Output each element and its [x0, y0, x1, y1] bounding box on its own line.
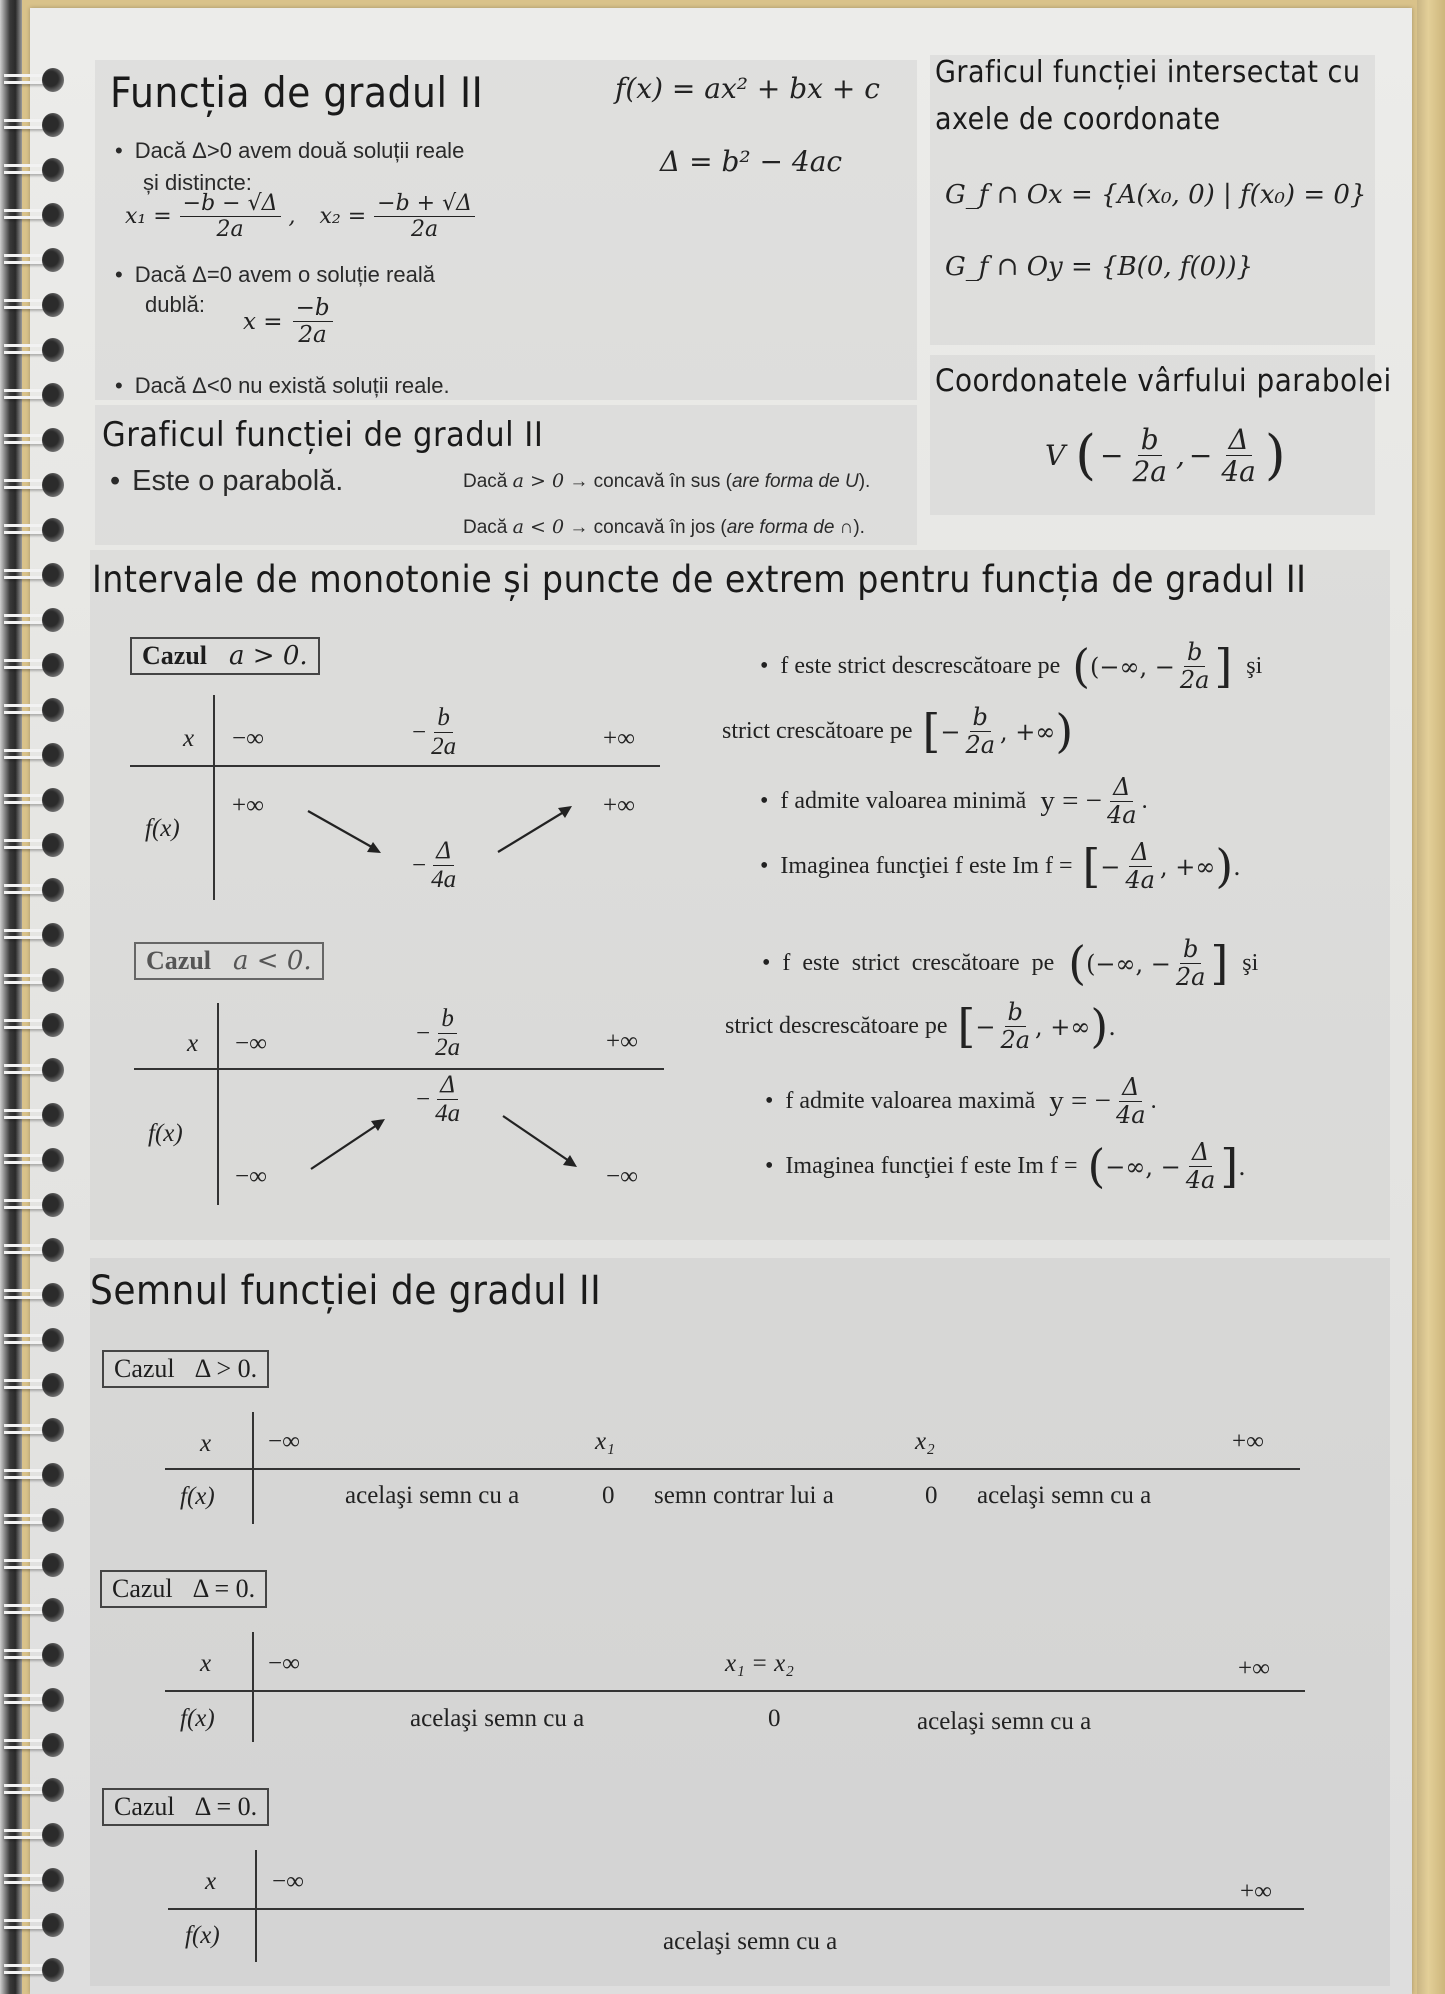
- x1-fraction: [180, 192, 281, 241]
- spiral-ring: [4, 1193, 64, 1219]
- bullet-delta-zero: • Dacă Δ=0 avem o soluție reală: [115, 262, 435, 288]
- vertex-open-paren: (: [1075, 424, 1096, 487]
- and-word: şi: [1246, 653, 1263, 680]
- f-min-den: 4a: [431, 866, 457, 894]
- spiral-ring: [4, 1553, 64, 1579]
- sign-zero: 0: [768, 1705, 781, 1732]
- vertex-y-num: Δ: [1226, 425, 1252, 456]
- x-minus-inf: −∞: [235, 1030, 267, 1057]
- case-pos-increasing: [722, 705, 1073, 758]
- row-header-x: x: [200, 1650, 212, 1677]
- spiral-ring: [4, 1283, 64, 1309]
- double-root-fraction: [293, 296, 333, 347]
- intersections-title-line2: axele de coordonate: [935, 102, 1221, 137]
- bullet-parabola: • Este o parabolă.: [110, 465, 343, 498]
- sign-opposite-a: semn contrar lui a: [654, 1482, 834, 1509]
- intersection-ox: G_f ∩ Ox = {A(x₀, 0) | f(x₀) = 0}: [945, 180, 1367, 210]
- text-minimum: • f admite valoarea minimă: [760, 788, 1026, 815]
- f-right-value: +∞: [603, 792, 635, 819]
- x1-denominator: 2a: [216, 217, 244, 243]
- spiral-ring: [4, 1778, 64, 1804]
- f-min-value: − $\frac{\Delta}{4a}$: [412, 838, 461, 894]
- double-root-label: x =: [243, 308, 283, 335]
- vertex-y-den: 4a: [1221, 455, 1256, 489]
- page-title: Funcția de gradul II: [110, 68, 484, 117]
- case-a-positive-box: [130, 637, 320, 675]
- sign-same-as-a: acelaşi semn cu a: [663, 1928, 838, 1955]
- x2-label: x₂ =: [319, 204, 367, 230]
- row-header-x: x: [205, 1868, 217, 1895]
- f-right-value: −∞: [606, 1163, 638, 1190]
- sign-zero: 0: [602, 1482, 615, 1509]
- image-num: Δ: [1189, 1140, 1212, 1167]
- interval-right: ]: [1214, 639, 1233, 693]
- x-vertex-num: b: [438, 1006, 457, 1034]
- spiral-ring: [4, 833, 64, 859]
- x-root-2: x₂: [915, 1428, 935, 1455]
- roots-formula: [125, 192, 477, 241]
- x-minus-inf: −∞: [272, 1868, 304, 1895]
- row-header-fx: f(x): [180, 1705, 215, 1732]
- vertex-x-num: b: [1138, 425, 1162, 456]
- spiral-ring: [4, 518, 64, 544]
- x-plus-inf: +∞: [603, 725, 635, 752]
- case-label: Cazul: [112, 1574, 173, 1603]
- spiral-ring: [4, 608, 64, 634]
- x-vertex-den: 2a: [435, 1034, 461, 1062]
- spiral-ring: [4, 158, 64, 184]
- concave-up-shape: are forma de U: [731, 471, 859, 492]
- vertex-x-fraction: [1129, 425, 1170, 487]
- x-plus-inf: +∞: [606, 1028, 638, 1055]
- case-label: Cazul: [142, 641, 207, 670]
- x1-numerator: −b − √Δ: [180, 192, 281, 217]
- spiral-ring: [4, 1598, 64, 1624]
- x-minus-inf: −∞: [268, 1650, 300, 1677]
- case-label: Cazul: [114, 1792, 175, 1821]
- sign-same-as-a: acelaşi semn cu a: [917, 1708, 1092, 1735]
- interval-left: (−∞, −: [1086, 949, 1171, 978]
- image-num: Δ: [1129, 840, 1152, 867]
- f-max-value: − $\frac{\Delta}{4a}$: [416, 1072, 465, 1128]
- spiral-ring: [4, 1148, 64, 1174]
- interval-den: 2a: [965, 731, 996, 760]
- text-decreasing: • f este strict descrescătoare pe: [760, 653, 1060, 680]
- intersection-oy: G_f ∩ Oy = {B(0, f(0))}: [945, 252, 1254, 282]
- interval-decreasing: [ − $\frac{b}{2a}$ , +∞ ) .: [957, 998, 1116, 1055]
- x-plus-inf: +∞: [1240, 1878, 1272, 1905]
- spiral-ring: [4, 923, 64, 949]
- case-pos-image: [760, 840, 1241, 893]
- bullet-delta-negative: • Dacă Δ<0 nu există soluții reale.: [115, 373, 450, 399]
- double-root-denominator: 2a: [298, 322, 327, 349]
- row-header-x: x: [187, 1030, 199, 1057]
- x1-label: x₁ =: [125, 204, 172, 230]
- vertex-x-den: 2a: [1132, 455, 1167, 489]
- case-neg-maximum: • f admite valoarea maximă y = − $\frac{\Delta}{4a}$ .: [765, 1075, 1157, 1128]
- x2-denominator: 2a: [411, 217, 439, 243]
- max-num: Δ: [1119, 1075, 1142, 1102]
- case-pos-minimum: • f admite valoarea minimă y = − $\frac{\Delta}{4a}$ .: [760, 775, 1148, 828]
- x-vertex-num: b: [434, 705, 453, 733]
- spiral-ring: [4, 1418, 64, 1444]
- case-condition: a > 0.: [229, 641, 308, 671]
- graph-title: Graficul funcției de gradul II: [102, 415, 544, 455]
- intersections-title-line1: Graficul funcției intersectat cu: [935, 55, 1361, 90]
- case-a-negative-box: [134, 942, 324, 980]
- image-interval: [ − $\frac{\Delta}{4a}$ , +∞ ) .: [1082, 838, 1241, 895]
- row-header-fx: f(x): [185, 1922, 220, 1949]
- bullet-delta-positive: • Dacă Δ>0 avem două soluții reale: [115, 138, 464, 164]
- interval-num: b: [1005, 1000, 1026, 1027]
- case-condition: Δ > 0.: [194, 1354, 258, 1383]
- concave-up-close: ).: [858, 471, 871, 492]
- max-y: y = −: [1049, 1085, 1112, 1118]
- min-y: y = −: [1040, 785, 1103, 818]
- and-word: şi: [1242, 950, 1259, 977]
- spiral-ring: [4, 1328, 64, 1354]
- spiral-ring: [4, 113, 64, 139]
- x-root-1: x₁: [595, 1428, 615, 1455]
- text-maximum: • f admite valoarea maximă: [765, 1088, 1035, 1115]
- vertex-formula: [1045, 425, 1286, 487]
- vertex-close-paren: ): [1264, 424, 1286, 487]
- case-condition: a < 0.: [233, 946, 312, 976]
- interval-den: 2a: [1179, 666, 1210, 695]
- image-interval: ( −∞, − $\frac{\Delta}{4a}$ ] .: [1087, 1138, 1246, 1195]
- interval-decreasing: ( (−∞, − $\frac{b}{2a}$ ]: [1072, 638, 1233, 695]
- interval-increasing: ( (−∞, − $\frac{b}{2a}$ ]: [1068, 935, 1229, 992]
- spiral-ring: [4, 968, 64, 994]
- f-max-den: 4a: [435, 1100, 461, 1128]
- spiral-ring: [4, 1868, 64, 1894]
- vertex-minus-2: −: [1188, 439, 1213, 473]
- spiral-ring: [4, 1058, 64, 1084]
- spiral-ring: [4, 1508, 64, 1534]
- spiral-ring: [4, 698, 64, 724]
- text-image: • Imaginea funcţiei f este Im f =: [760, 853, 1072, 880]
- spiral-ring: [4, 878, 64, 904]
- sign-case-delta-negative-box: [102, 1788, 269, 1826]
- spiral-ring: [4, 338, 64, 364]
- table-divider-h: [134, 1068, 664, 1070]
- vertex-y-fraction: [1218, 425, 1259, 487]
- concave-down-condition: a < 0: [512, 516, 565, 538]
- text-decreasing: strict descrescătoare pe: [725, 1013, 948, 1040]
- bullet-delta-positive-cont: și distincte:: [143, 170, 252, 195]
- table-divider-h: [130, 765, 660, 767]
- x2-numerator: −b + √Δ: [374, 192, 475, 217]
- vertex-title: Coordonatele vârfului parabolei: [935, 363, 1392, 399]
- concave-down-shape: are forma de ∩: [726, 517, 854, 538]
- f-left-value: −∞: [235, 1163, 267, 1190]
- row-header-fx: f(x): [145, 815, 180, 842]
- max-den: 4a: [1116, 1101, 1146, 1130]
- case-label: Cazul: [146, 946, 211, 975]
- sign-same-as-a: acelaşi semn cu a: [977, 1482, 1152, 1509]
- vertex-label: V: [1045, 439, 1066, 473]
- case-neg-image: [765, 1140, 1246, 1193]
- spiral-ring: [4, 653, 64, 679]
- concave-down-text: → concavă în jos (: [569, 517, 727, 538]
- function-formula: f(x) = ax² + bx + c: [615, 72, 880, 105]
- sign-case-delta-zero-box: [100, 1570, 267, 1608]
- arrow-up-right-icon: [308, 1113, 388, 1173]
- double-root-numerator: −b: [293, 296, 333, 322]
- x2-fraction: [374, 192, 475, 241]
- sign-same-as-a: acelaşi semn cu a: [410, 1705, 585, 1732]
- delta-formula: Δ = b² − 4ac: [660, 145, 843, 178]
- spiral-ring: [4, 1238, 64, 1264]
- case-label: Cazul: [114, 1354, 175, 1383]
- spiral-ring: [4, 428, 64, 454]
- text-increasing: • f este strict crescătoare pe: [762, 950, 1054, 977]
- sign-title: Semnul funcției de gradul II: [90, 1268, 602, 1314]
- spiral-ring: [4, 1823, 64, 1849]
- sign-zero: 0: [925, 1482, 938, 1509]
- spiral-ring: [4, 1958, 64, 1984]
- table-divider-v: [217, 1003, 219, 1205]
- min-num: Δ: [1110, 775, 1133, 802]
- monotony-title: Intervale de monotonie și puncte de extrem pentru funcția de gradul II: [92, 558, 1307, 601]
- interval-num: b: [1180, 937, 1201, 964]
- spiral-ring: [4, 293, 64, 319]
- x-vertex: − $\frac{b}{2a}$: [416, 1006, 465, 1062]
- concave-up-line: [463, 470, 870, 493]
- spiral-ring: [4, 563, 64, 589]
- interval-increasing: [ − $\frac{b}{2a}$ , +∞ ): [922, 703, 1074, 760]
- bullet-delta-zero-cont: dublă:: [145, 292, 205, 317]
- arrow-up-right-icon: [495, 800, 575, 856]
- spiral-ring: [4, 1373, 64, 1399]
- image-den: 4a: [1185, 1166, 1216, 1195]
- concave-up-text: → concavă în sus (: [569, 471, 732, 492]
- interval-den: 2a: [1000, 1026, 1031, 1055]
- image-den: 4a: [1125, 866, 1155, 895]
- text-increasing: strict crescătoare pe: [722, 718, 913, 745]
- x-vertex: − $\frac{b}{2a}$: [412, 705, 461, 761]
- x-vertex-den: 2a: [431, 733, 457, 761]
- x-plus-inf: +∞: [1232, 1428, 1264, 1455]
- concave-down-prefix: Dacă: [463, 517, 508, 538]
- spiral-ring: [4, 473, 64, 499]
- spiral-ring: [4, 248, 64, 274]
- spiral-ring: [4, 743, 64, 769]
- case-condition: Δ = 0.: [194, 1792, 258, 1821]
- f-min-num: Δ: [433, 838, 454, 866]
- case-condition: Δ = 0.: [192, 1574, 256, 1603]
- vertex-comma: ,: [1175, 439, 1185, 473]
- x-double-root: x₁ = x₂: [725, 1650, 794, 1677]
- x-plus-inf: +∞: [1238, 1655, 1270, 1682]
- case-pos-bullet-monotony: [760, 640, 1262, 693]
- concave-down-close: ).: [853, 517, 865, 538]
- spiral-ring: [4, 1913, 64, 1939]
- spiral-ring: [4, 1688, 64, 1714]
- spiral-ring: [4, 788, 64, 814]
- concave-up-prefix: Dacă: [463, 471, 508, 492]
- arrow-down-right-icon: [305, 808, 385, 858]
- x-minus-inf: −∞: [232, 725, 264, 752]
- row-header-x: x: [183, 725, 195, 752]
- spiral-ring: [4, 1733, 64, 1759]
- double-root-formula: [243, 296, 335, 347]
- spiral-ring: [4, 1463, 64, 1489]
- table-divider-v: [213, 695, 215, 900]
- interval-num: b: [970, 705, 991, 732]
- case-neg-bullet-monotony: [762, 937, 1258, 990]
- arrow-down-right-icon: [500, 1113, 580, 1173]
- concave-down-line: [463, 516, 865, 539]
- f-max-num: Δ: [437, 1072, 458, 1100]
- text-image: • Imaginea funcţiei f este Im f =: [765, 1153, 1077, 1180]
- spiral-ring: [4, 68, 64, 94]
- row-header-fx: f(x): [148, 1120, 183, 1147]
- case-neg-decreasing: [725, 1000, 1116, 1053]
- spiral-ring: [4, 1643, 64, 1669]
- interval-den: 2a: [1175, 963, 1206, 992]
- concave-up-condition: a > 0: [512, 470, 565, 492]
- row-header-x: x: [200, 1430, 212, 1457]
- spiral-ring: [4, 203, 64, 229]
- x-minus-inf: −∞: [268, 1428, 300, 1455]
- interval-left: (−∞, −: [1090, 652, 1175, 681]
- f-left-value: +∞: [232, 792, 264, 819]
- spiral-ring: [4, 1103, 64, 1129]
- interval-num: b: [1184, 640, 1205, 667]
- row-header-fx: f(x): [180, 1483, 215, 1510]
- spiral-ring: [4, 1013, 64, 1039]
- page-edge: [1417, 0, 1445, 1994]
- spiral-ring: [4, 383, 64, 409]
- vertex-minus-1: −: [1100, 439, 1124, 473]
- min-den: 4a: [1107, 801, 1137, 830]
- interval-right: ]: [1210, 936, 1229, 990]
- sign-case-delta-positive-box: [102, 1350, 269, 1388]
- sign-same-as-a: acelaşi semn cu a: [345, 1482, 520, 1509]
- roots-separator: ,: [288, 204, 296, 230]
